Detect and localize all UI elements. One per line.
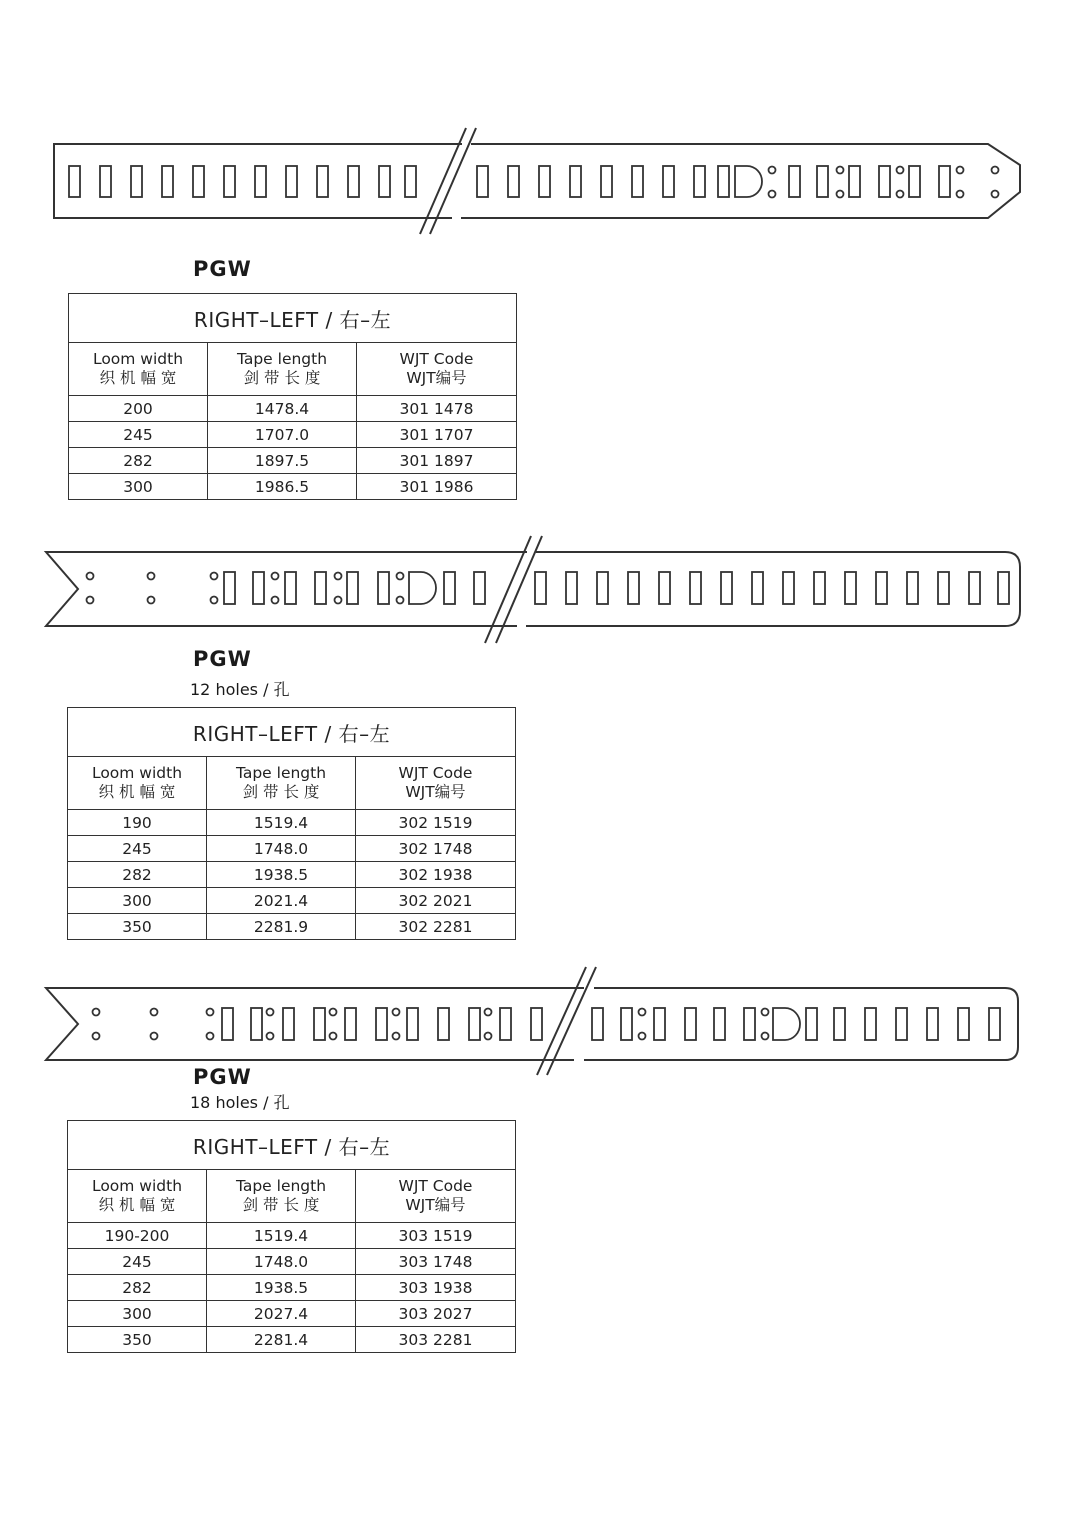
spec-table-2 — [67, 707, 516, 940]
table-row: 282 1938.5 303 1938 — [68, 1275, 516, 1301]
col-header-loom-width: Loom width 织 机 幅 宽 — [69, 343, 208, 396]
table-row: 282 1897.5 301 1897 — [69, 448, 517, 474]
col-header-loom-width: Loom width 织 机 幅 宽 — [68, 757, 207, 810]
table-row: 245 1748.0 303 1748 — [68, 1249, 516, 1275]
spec-table-1 — [68, 293, 517, 500]
spec-table-3 — [67, 1120, 516, 1353]
table-row: 300 2021.4 302 2021 — [68, 888, 516, 914]
section-3-subtitle: 18 holes / 孔 — [190, 1093, 290, 1112]
table-row: 190 1519.4 302 1519 — [68, 810, 516, 836]
table-row: 350 2281.4 303 2281 — [68, 1327, 516, 1353]
col-header-tape-length: Tape length 剑 带 长 度 — [208, 343, 357, 396]
table-caption: RIGHT–LEFT / 右–左 — [68, 1121, 516, 1170]
table-row: 245 1748.0 302 1748 — [68, 836, 516, 862]
table-caption: RIGHT–LEFT / 右–左 — [68, 708, 516, 757]
col-header-loom-width: Loom width 织 机 幅 宽 — [68, 1170, 207, 1223]
table-caption: RIGHT–LEFT / 右–左 — [69, 294, 517, 343]
col-header-tape-length: Tape length 剑 带 长 度 — [207, 1170, 356, 1223]
table-row: 282 1938.5 302 1938 — [68, 862, 516, 888]
col-header-wjt-code: WJT Code WJT编号 — [357, 343, 517, 396]
table-row: 300 2027.4 303 2027 — [68, 1301, 516, 1327]
table-row: 300 1986.5 301 1986 — [69, 474, 517, 500]
table-row: 350 2281.9 302 2281 — [68, 914, 516, 940]
col-header-tape-length: Tape length 剑 带 长 度 — [207, 757, 356, 810]
tape-diagram-2 — [0, 535, 1080, 655]
col-header-wjt-code: WJT Code WJT编号 — [356, 757, 516, 810]
col-header-wjt-code: WJT Code WJT编号 — [356, 1170, 516, 1223]
section-1-title: PGW — [193, 257, 252, 281]
section-2-subtitle: 12 holes / 孔 — [190, 680, 290, 699]
section-3-title: PGW — [193, 1065, 252, 1089]
table-row: 245 1707.0 301 1707 — [69, 422, 517, 448]
section-2-title: PGW — [193, 647, 252, 671]
table-row: 190-200 1519.4 303 1519 — [68, 1223, 516, 1249]
table-row: 200 1478.4 301 1478 — [69, 396, 517, 422]
tape-diagram-3 — [0, 962, 1080, 1082]
